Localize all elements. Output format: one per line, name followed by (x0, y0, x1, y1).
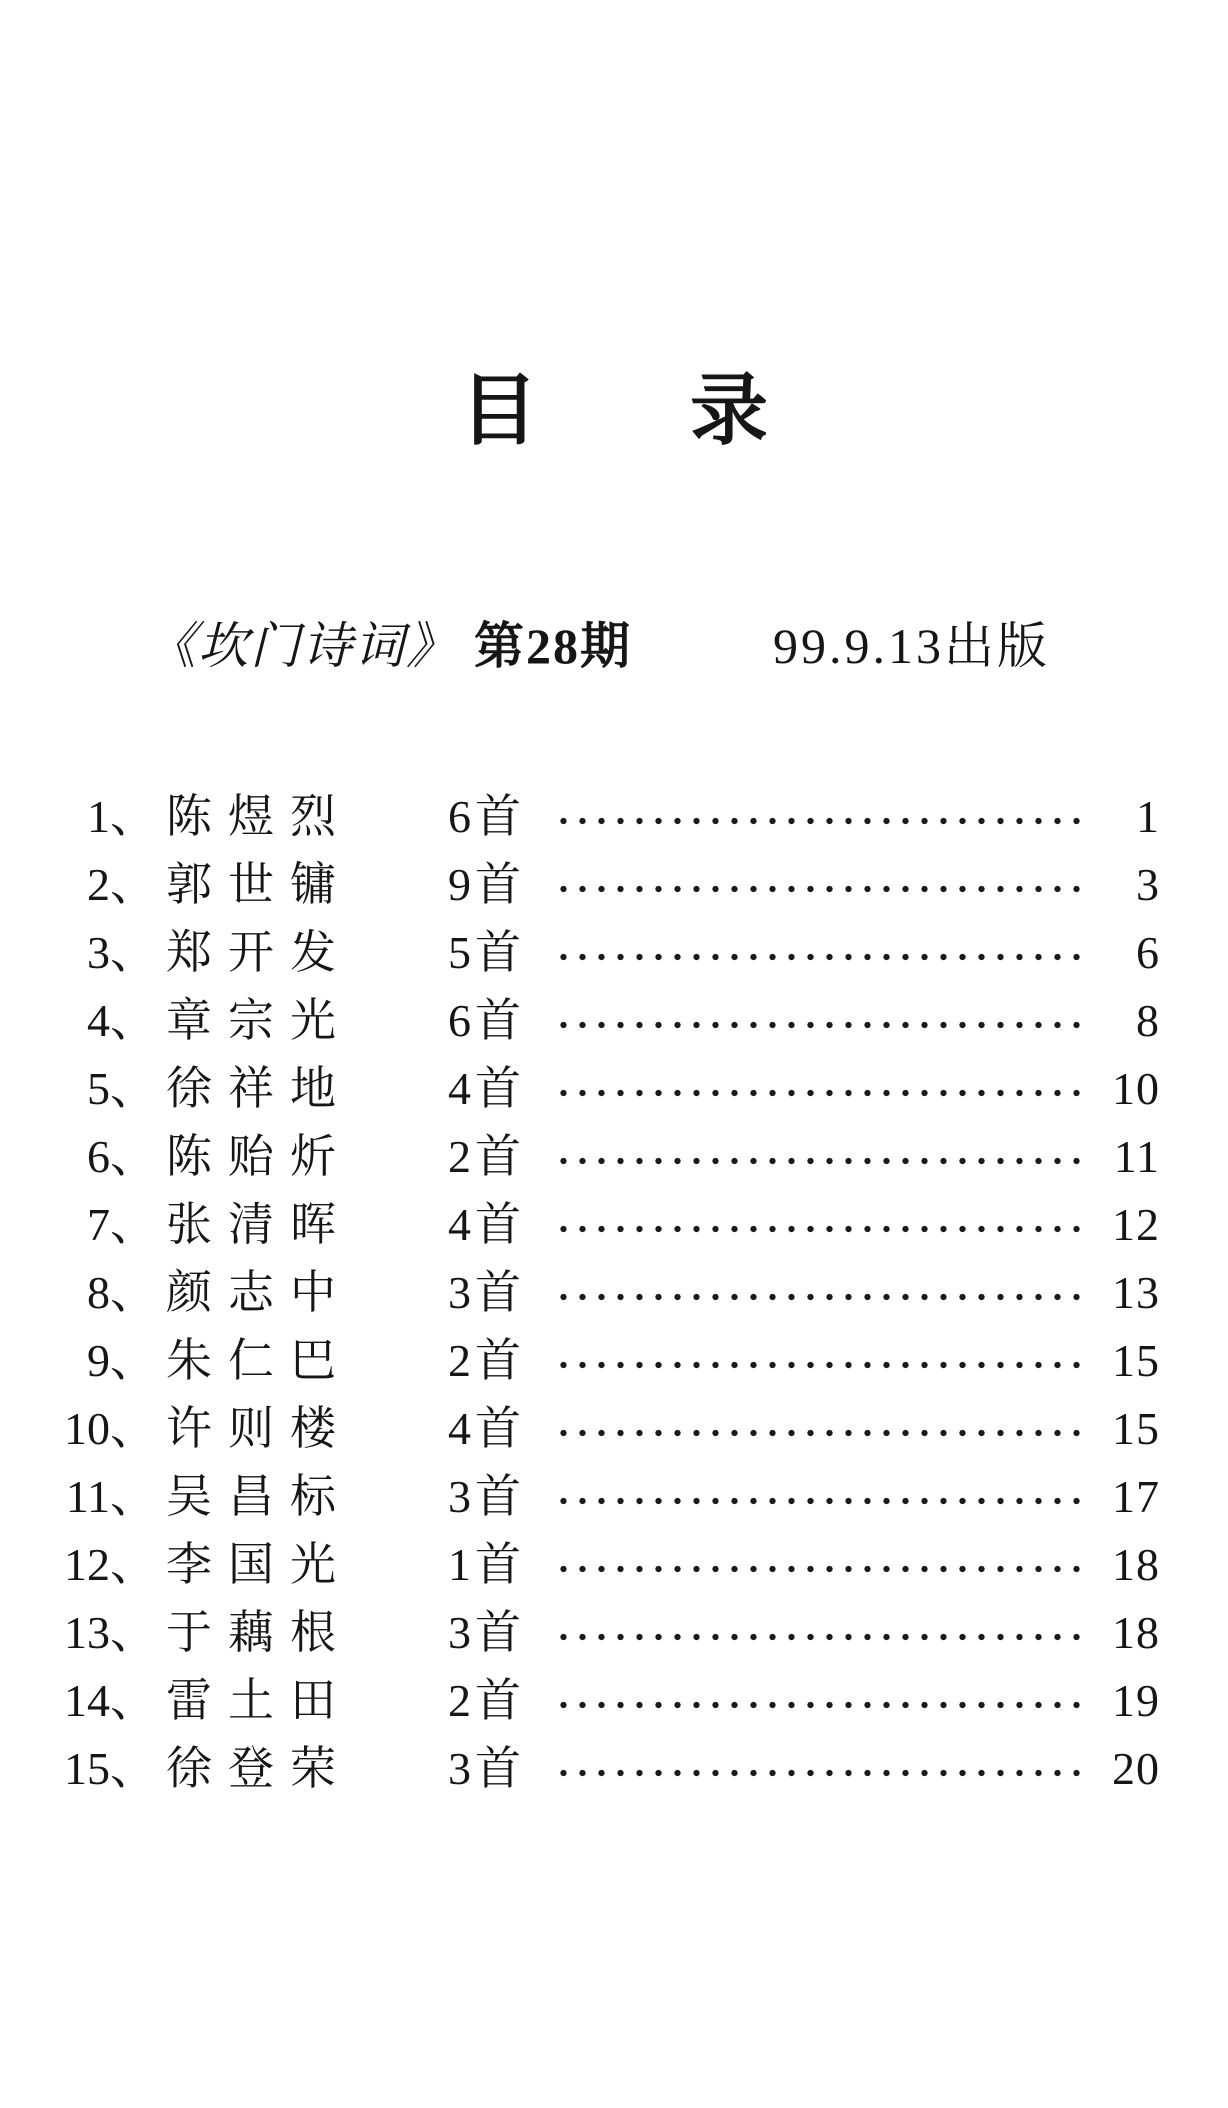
author-name: 徐祥地 (166, 1063, 352, 1114)
entry-number: 1、 (87, 791, 156, 842)
page-number: 19 (1112, 1675, 1160, 1726)
poem-count: 6首 (448, 995, 525, 1046)
author-name: 陈煜烈 (166, 791, 352, 842)
author-name: 李国光 (166, 1539, 352, 1590)
toc-entry (60, 1599, 1160, 1667)
page-number: 11 (1113, 1131, 1160, 1182)
poem-count: 3首 (448, 1743, 525, 1794)
author-name: 颜志中 (166, 1267, 352, 1318)
author-name: 朱仁巴 (166, 1335, 352, 1386)
entry-number: 8、 (87, 1267, 156, 1318)
entry-number: 7、 (87, 1199, 156, 1250)
poem-count: 2首 (448, 1675, 525, 1726)
poem-count: 6首 (448, 791, 525, 842)
entry-number: 4、 (87, 995, 156, 1046)
poem-count: 3首 (448, 1267, 525, 1318)
publish-date: 99.9.13出版 (773, 618, 1050, 674)
dotted-leader (554, 1156, 1080, 1166)
title-char-lu: 录 (690, 367, 769, 454)
entry-number: 11、 (65, 1471, 156, 1522)
page-number: 18 (1112, 1539, 1160, 1590)
page-number: 10 (1112, 1063, 1160, 1114)
poem-count: 1首 (448, 1539, 525, 1590)
poem-count: 9首 (448, 859, 525, 910)
author-name: 于藕根 (166, 1607, 352, 1658)
toc-entry (60, 1463, 1160, 1531)
entry-number: 12、 (64, 1539, 156, 1590)
dotted-leader (554, 1700, 1080, 1710)
toc-entry (60, 851, 1160, 919)
poem-count: 4首 (448, 1403, 525, 1454)
toc-entry (60, 1395, 1160, 1463)
entry-number: 6、 (87, 1131, 156, 1182)
poem-count: 2首 (448, 1131, 525, 1182)
toc-entry (60, 1191, 1160, 1259)
entry-number: 2、 (87, 859, 156, 910)
dotted-leader (554, 1088, 1080, 1098)
issue-left-group (146, 616, 632, 676)
poem-count: 5首 (448, 927, 525, 978)
dotted-leader (554, 1224, 1080, 1234)
entry-number: 5、 (87, 1063, 156, 1114)
dotted-leader (554, 1360, 1080, 1370)
page-number: 17 (1112, 1471, 1160, 1522)
page-number: 15 (1112, 1335, 1160, 1386)
author-name: 吴昌标 (166, 1471, 352, 1522)
page-number: 3 (1136, 859, 1160, 910)
dotted-leader (554, 952, 1080, 962)
dotted-leader (554, 1564, 1080, 1574)
toc-entry (60, 1259, 1160, 1327)
issue-number: 第28期 (474, 618, 632, 674)
issue-line (146, 616, 1050, 676)
author-name: 章宗光 (166, 995, 352, 1046)
author-name: 郑开发 (166, 927, 352, 978)
toc-entry (60, 987, 1160, 1055)
toc-entry (60, 1735, 1160, 1803)
dotted-leader (554, 1292, 1080, 1302)
author-name: 许则楼 (166, 1403, 352, 1454)
dotted-leader (554, 1020, 1080, 1030)
page-number: 20 (1112, 1743, 1160, 1794)
page-number: 8 (1136, 995, 1160, 1046)
journal-title: 《坎门诗词》 (146, 618, 458, 674)
dotted-leader (554, 1428, 1080, 1438)
author-name: 雷土田 (166, 1675, 352, 1726)
entry-number: 3、 (87, 927, 156, 978)
poem-count: 2首 (448, 1335, 525, 1386)
toc-entry (60, 919, 1160, 987)
entry-number: 9、 (87, 1335, 156, 1386)
poem-count: 4首 (448, 1199, 525, 1250)
dotted-leader (554, 816, 1080, 826)
toc-entry (60, 1531, 1160, 1599)
title-char-mu: 目 (459, 367, 538, 454)
page-number: 12 (1112, 1199, 1160, 1250)
author-name: 郭世镛 (166, 859, 352, 910)
author-name: 张清晖 (166, 1199, 352, 1250)
dotted-leader (554, 1768, 1080, 1778)
entry-number: 14、 (64, 1675, 156, 1726)
dotted-leader (554, 884, 1080, 894)
entry-number: 15、 (64, 1743, 156, 1794)
poem-count: 4首 (448, 1063, 525, 1114)
toc-entry (60, 783, 1160, 851)
page-number: 18 (1112, 1607, 1160, 1658)
toc-list (60, 783, 1160, 1803)
page-number: 6 (1136, 927, 1160, 978)
author-name: 陈贻炘 (166, 1131, 352, 1182)
poem-count: 3首 (448, 1471, 525, 1522)
toc-entry (60, 1123, 1160, 1191)
dotted-leader (554, 1632, 1080, 1642)
entry-number: 13、 (64, 1607, 156, 1658)
toc-entry (60, 1327, 1160, 1395)
toc-entry (60, 1667, 1160, 1735)
author-name: 徐登荣 (166, 1743, 352, 1794)
page-title (0, 367, 1228, 454)
page-number: 15 (1112, 1403, 1160, 1454)
poem-count: 3首 (448, 1607, 525, 1658)
page-number: 1 (1136, 791, 1160, 842)
toc-entry (60, 1055, 1160, 1123)
page-number: 13 (1112, 1267, 1160, 1318)
entry-number: 10、 (64, 1403, 156, 1454)
dotted-leader (554, 1496, 1080, 1506)
